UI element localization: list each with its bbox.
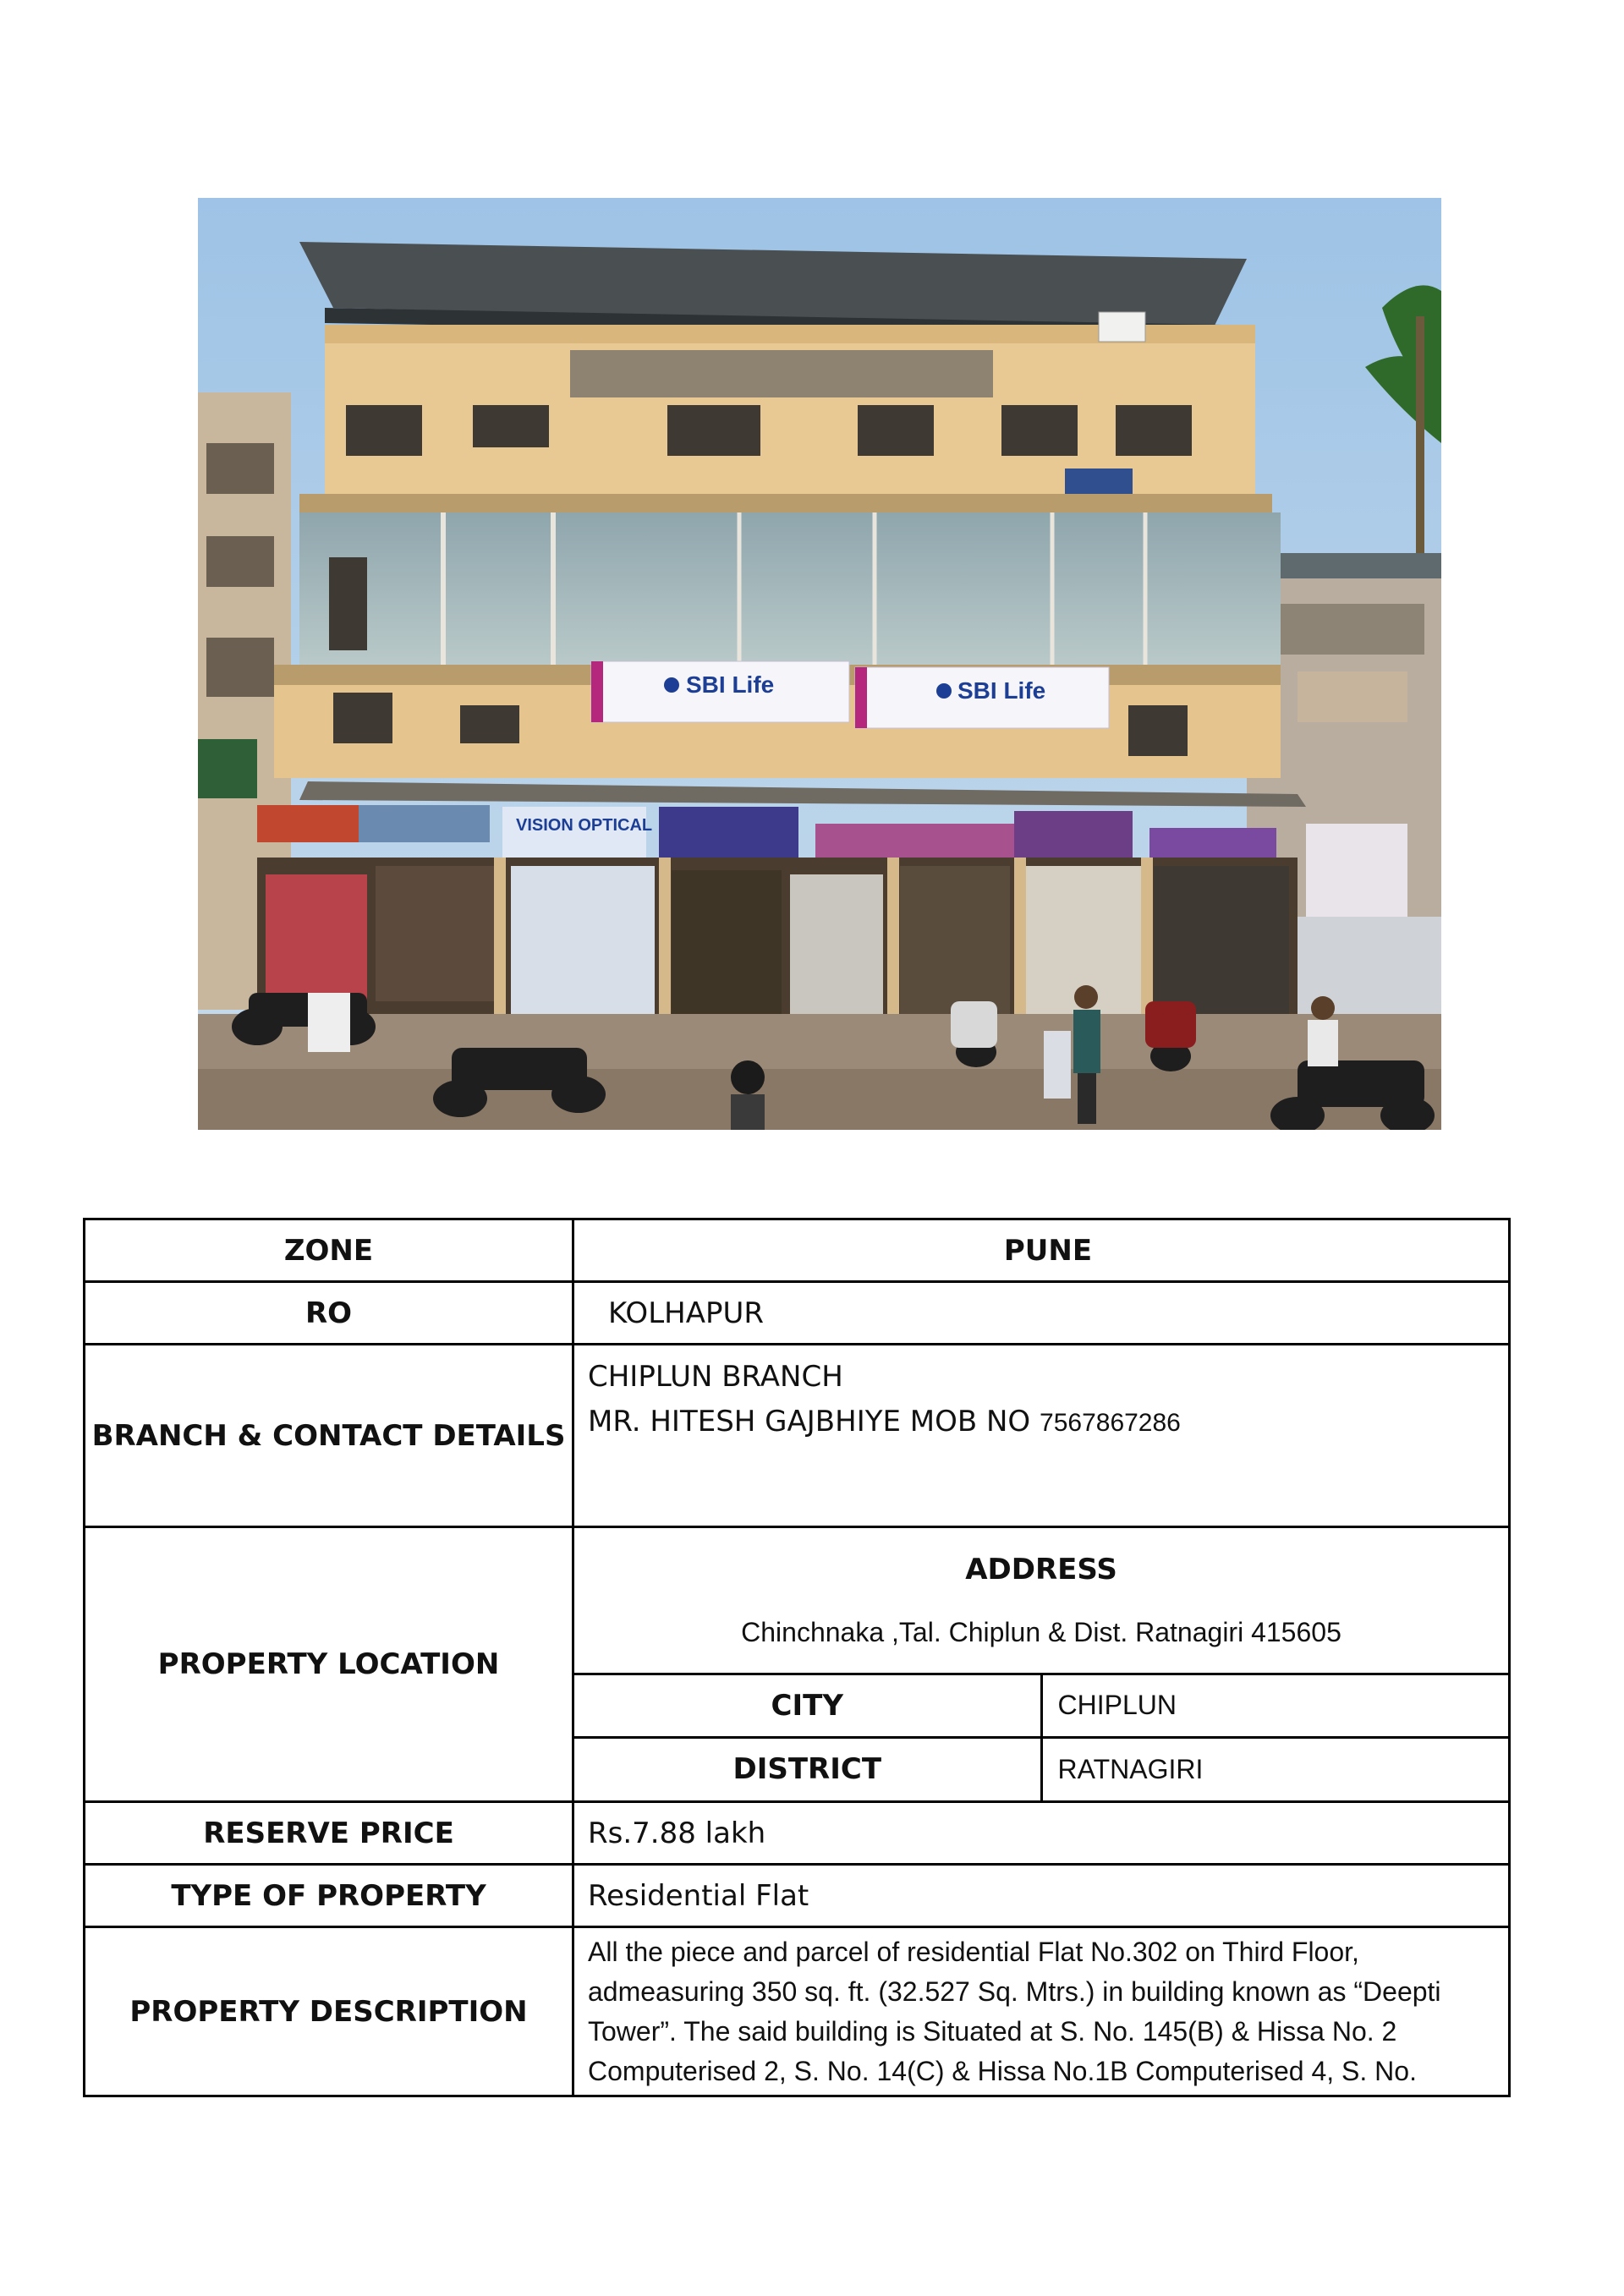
vision-optical-sign <box>502 807 652 858</box>
location-cell <box>573 1527 1510 1802</box>
location-label: PROPERTY LOCATION <box>85 1527 573 1802</box>
reserve-price-value: Rs.7.88 lakh <box>573 1802 1510 1865</box>
property-photo <box>198 198 1441 1130</box>
sbi-life-sign-right <box>855 667 1109 728</box>
contact-number: 7567867286 <box>1040 1409 1181 1437</box>
branch-label: BRANCH & CONTACT DETAILS <box>85 1345 573 1527</box>
branch-value <box>573 1345 1510 1527</box>
zone-label: ZONE <box>85 1219 573 1282</box>
svg-text:SBI Life: SBI Life <box>686 671 775 698</box>
branch-name: CHIPLUN BRANCH <box>588 1360 843 1394</box>
city-value: CHIPLUN <box>1041 1674 1508 1737</box>
row-description <box>85 1927 1510 2096</box>
row-branch <box>85 1345 1510 1527</box>
city-label: CITY <box>574 1674 1041 1737</box>
contact-line <box>588 1405 1508 1438</box>
property-type-value: Residential Flat <box>573 1865 1510 1927</box>
zone-value: PUNE <box>573 1219 1510 1282</box>
property-type-label: TYPE OF PROPERTY <box>85 1865 573 1927</box>
description-value <box>573 1927 1510 2096</box>
row-location <box>85 1527 1510 1802</box>
description-label: PROPERTY DESCRIPTION <box>85 1927 573 2096</box>
location-inner-table <box>574 1528 1508 1800</box>
address-line: Chinchnaka ,Tal. Chiplun & Dist. Ratnagiri 415605 <box>741 1616 1341 1647</box>
address-heading: ADDRESS <box>965 1552 1117 1586</box>
row-property-type <box>85 1865 1510 1927</box>
sbi-life-sign-left <box>591 661 849 722</box>
row-zone <box>85 1219 1510 1282</box>
address-block <box>574 1528 1508 1674</box>
district-value: RATNAGIRI <box>1041 1737 1508 1800</box>
ro-label: RO <box>85 1282 573 1345</box>
row-district <box>574 1737 1508 1800</box>
reserve-price-label: RESERVE PRICE <box>85 1802 573 1865</box>
district-label: DISTRICT <box>574 1737 1041 1800</box>
building-illustration <box>198 198 1441 1130</box>
svg-text:SBI Life: SBI Life <box>957 677 1046 704</box>
row-city <box>574 1674 1508 1737</box>
description-line: Computerised 2, S. No. 14(C) & Hissa No.1B Computerised 4, S. No. <box>588 2055 1417 2086</box>
description-line: All the piece and parcel of residential Flat No.302 on Third Floor, <box>588 1936 1359 1967</box>
svg-text:VISION OPTICAL: VISION OPTICAL <box>516 816 653 835</box>
ro-value: KOLHAPUR <box>573 1282 1510 1345</box>
description-line: admeasuring 350 sq. ft. (32.527 Sq. Mtrs.) in building known as “Deepti <box>588 1975 1441 2007</box>
property-details-table <box>83 1218 1511 2097</box>
description-line: Tower”. The said building is Situated at S. No. 145(B) & Hissa No. 2 <box>588 2015 1397 2047</box>
contact-person: MR. HITESH GAJBHIYE MOB NO <box>588 1405 1040 1438</box>
row-ro <box>85 1282 1510 1345</box>
row-reserve-price <box>85 1802 1510 1865</box>
